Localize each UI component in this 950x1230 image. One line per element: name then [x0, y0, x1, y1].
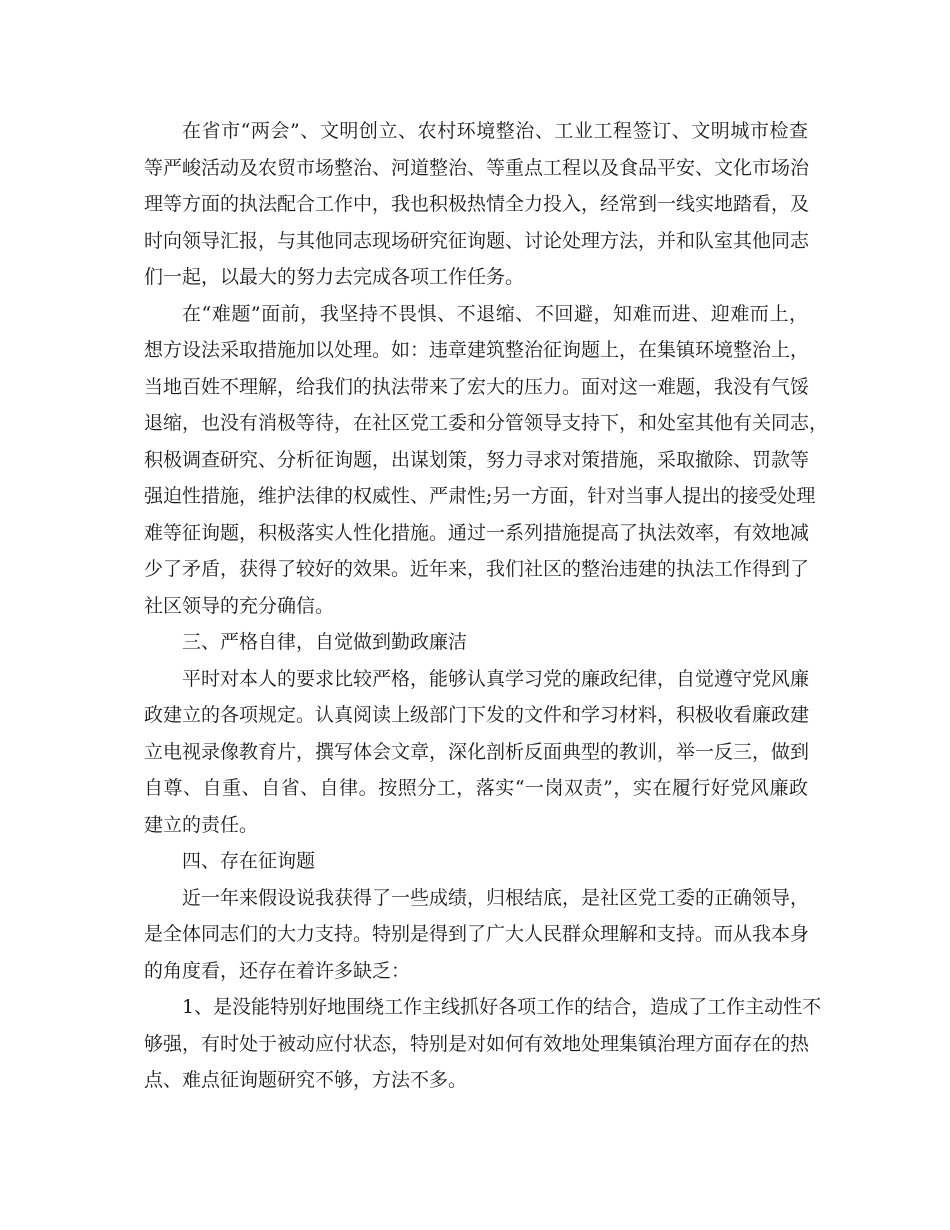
- document-body: [144, 113, 829, 1099]
- text-line: 平时对本人的要求比较严格，能够认真学习党的廉政纪律，自觉遵守党风廉: [182, 667, 810, 690]
- text-line: 难等征询题，积极落实人性化措施。通过一系列措施提高了执法效率，有效地减: [144, 521, 810, 544]
- paragraph-1: [144, 113, 808, 296]
- text-line: 建立的责任。: [144, 813, 259, 836]
- text-line: 立电视录像教育片，撰写体会文章，深化剖析反面典型的教训，举一反三，做到: [144, 740, 810, 763]
- text-line: 够强，有时处于被动应付状态，特别是对如何有效地处理集镇治理方面存在的热: [144, 1032, 810, 1055]
- paragraph-2: [144, 296, 829, 625]
- text-line: 1、是没能特别好地围绕工作主线抓好各项工作的结合，造成了工作主动性不: [182, 996, 822, 1018]
- section-heading-4: 四、存在征询题: [182, 850, 316, 872]
- text-line: 退缩，也没有消极等待，在社区党工委和分管领导支持下，和处室其他有关同志，: [144, 412, 829, 434]
- text-line: 时向领导汇报，与其他同志现场研究征询题、讨论处理方法，并和队室其他同志: [144, 229, 810, 252]
- text-line: 少了矛盾，获得了较好的效果。近年来，我们社区的整治违建的执法工作得到了: [144, 558, 810, 580]
- paragraph-3: [144, 661, 808, 844]
- text-line: 等严峻活动及农贸市场整治、河道整治、等重点工程以及食品平安、文化市场治: [144, 156, 810, 179]
- text-line: 强迫性措施，维护法律的权威性、严肃性;另一方面，针对当事人提出的接受处理: [144, 485, 816, 507]
- section-heading-3: 三、严格自律，自觉做到勤政廉洁: [182, 631, 468, 653]
- text-line: 近一年来假设说我获得了一些成绩，归根结底，是社区党工委的正确领导，: [182, 886, 810, 909]
- paragraph-4: [144, 880, 808, 990]
- text-line: 的角度看，还存在着许多缺乏：: [144, 959, 411, 982]
- text-line: 社区领导的充分确信。: [144, 594, 335, 617]
- text-line: 在省市“两会”、文明创立、农村环境整治、工业工程签订、文明城市检查: [182, 120, 808, 142]
- text-line: 是全体同志们的大力支持。特别是得到了广大人民群众理解和支持。而从我本身: [144, 923, 810, 945]
- text-line: 点、难点征询题研究不够，方法不多。: [144, 1069, 468, 1091]
- text-line: 理等方面的执法配合工作中，我也积极热情全力投入，经常到一线实地踏看，及: [144, 193, 810, 215]
- paragraph-5: [144, 989, 822, 1099]
- text-line: 们一起，以最大的努力去完成各项工作任务。: [144, 266, 525, 288]
- text-line: 想方设法采取措施加以处理。如：违章建筑整治征询题上，在集镇环境整治上，: [144, 339, 810, 361]
- text-line: 当地百姓不理解，给我们的执法带来了宏大的压力。面对这一难题，我没有气馁: [144, 375, 810, 398]
- text-line: 自尊、自重、自省、自律。按照分工，落实“一岗双责”，实在履行好党风廉政: [144, 777, 808, 799]
- text-line: 积极调查研究、分析征询题，出谋划策，努力寻求对策措施，采取撤除、罚款等: [144, 448, 810, 471]
- text-line: 在“难题”面前，我坚持不畏惧、不退缩、不回避，知难而进、迎难而上，: [182, 302, 808, 325]
- text-line: 政建立的各项规定。认真阅读上级部门下发的文件和学习材料，积极收看廉政建: [144, 704, 810, 726]
